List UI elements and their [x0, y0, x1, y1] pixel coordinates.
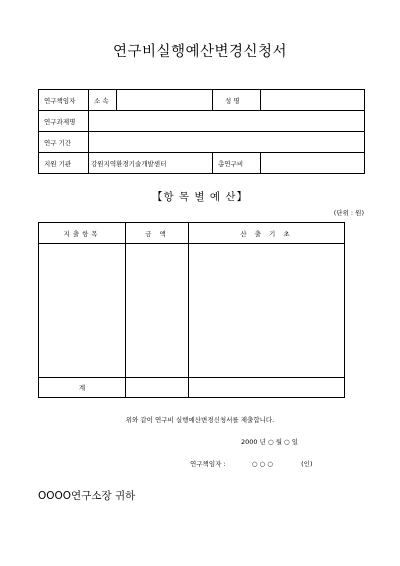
- form-title: 연구비실행예산변경신청서: [112, 44, 288, 60]
- amount-cell[interactable]: [126, 244, 189, 378]
- recipient: OOOO연구소장 귀하: [38, 490, 136, 502]
- researcher-label: 연구책임자: [39, 90, 89, 111]
- budget-table: [38, 222, 345, 398]
- total-basis-cell[interactable]: [189, 378, 345, 398]
- item-cell[interactable]: [39, 244, 126, 378]
- col-header-amount: 금 액: [126, 223, 189, 244]
- section-title: 【항 목 별 예 산】: [151, 191, 249, 203]
- name-field[interactable]: [261, 90, 365, 111]
- project-label: 연구과제명: [39, 111, 89, 132]
- name-label: 성 명: [213, 90, 261, 111]
- support-label: 지원 기관: [39, 153, 89, 174]
- col-header-basis: 산 출 기 초: [189, 223, 345, 244]
- signature-name: ○ ○ ○: [251, 460, 273, 468]
- submission-statement: 위와 같이 연구비 실행예산변경신청서를 제출합니다.: [125, 416, 275, 424]
- researcher-info-table: [38, 89, 365, 174]
- date-line: 2000 년 ○ 월 ○ 일: [241, 438, 299, 446]
- affiliation-label: 소 속: [89, 90, 117, 111]
- seal-mark: (인): [301, 460, 313, 468]
- signature-label: 연구책임자 :: [190, 460, 226, 468]
- period-label: 연구 기간: [39, 132, 89, 153]
- total-label: 계: [39, 378, 126, 398]
- period-field[interactable]: [89, 132, 365, 153]
- col-header-item: 지출항목: [39, 223, 126, 244]
- affiliation-field[interactable]: [117, 90, 213, 111]
- project-field[interactable]: [89, 111, 365, 132]
- total-amount-cell[interactable]: [126, 378, 189, 398]
- support-field[interactable]: 강원지역환경기술개발센터: [89, 153, 213, 174]
- unit-label: (단위 : 원): [333, 209, 364, 217]
- signature-line: [190, 459, 312, 468]
- total-budget-label: 총연구비: [213, 153, 261, 174]
- basis-cell[interactable]: [189, 244, 345, 378]
- total-budget-field[interactable]: [261, 153, 365, 174]
